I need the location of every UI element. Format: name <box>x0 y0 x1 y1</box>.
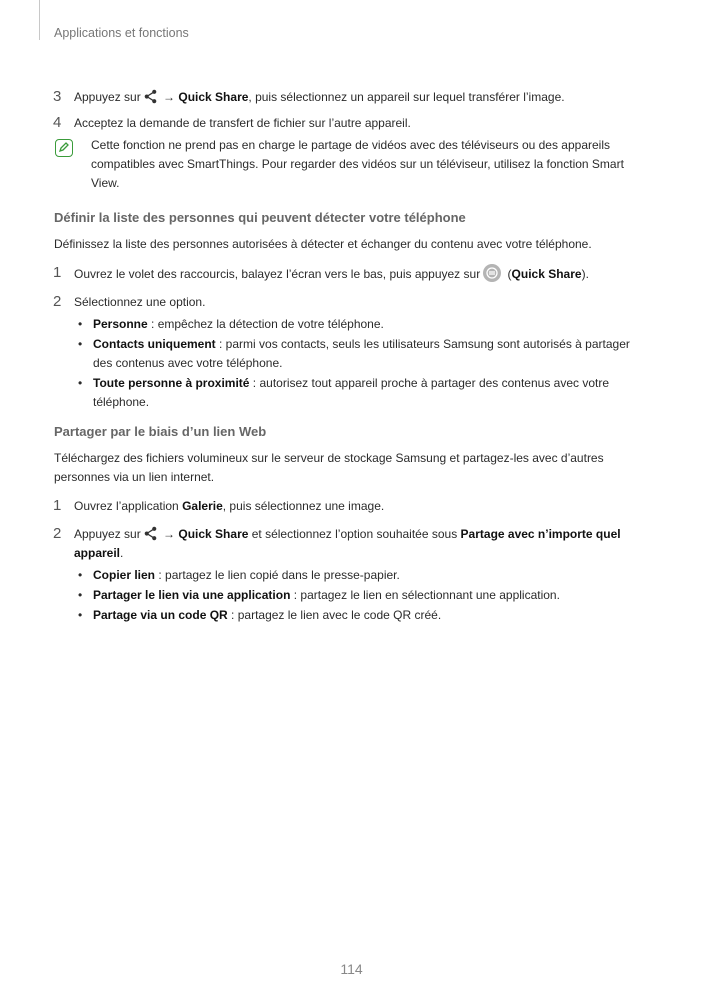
bullet-desc: des contenus avec votre téléphone. <box>93 356 283 370</box>
step-number: 2 <box>53 525 62 542</box>
step-number: 2 <box>53 293 62 310</box>
bullet-desc: : empêchez la détection de votre téléphone. <box>147 317 384 331</box>
step-2-text <box>74 525 654 563</box>
step-3-text <box>74 88 565 107</box>
bullet-item <box>93 374 653 412</box>
bullet-item <box>93 606 653 625</box>
option-label: Partage avec n’importe quel <box>460 527 621 541</box>
bullet-item <box>93 566 653 585</box>
page-number: 114 <box>340 961 363 977</box>
bullet-dot: • <box>78 376 83 390</box>
step-4-text: Acceptez la demande de transfert de fichier sur l’autre appareil. <box>74 116 411 130</box>
bullet-item <box>93 315 653 334</box>
intro-line: personnes via un lien internet. <box>54 470 215 484</box>
bullet-dot: • <box>78 588 83 602</box>
quick-share-label: Quick Share <box>178 527 249 541</box>
gallery-label: Galerie <box>182 499 223 513</box>
bullet-dot: • <box>78 608 83 622</box>
note-line: Cette fonction ne prend pas en charge le partage de vidéos avec des téléviseurs ou des appareils <box>91 138 610 152</box>
step-text: Appuyez sur <box>74 90 141 104</box>
step-text: , puis sélectionnez une image. <box>222 499 385 513</box>
bullet-desc: : partagez le lien copié dans le presse-papier. <box>155 568 400 582</box>
arrow: → <box>159 527 179 541</box>
bullet-dot: • <box>78 317 83 331</box>
step-text: et sélectionnez l’option souhaitée sous <box>248 527 461 541</box>
bullet-term: Contacts uniquement <box>93 337 216 351</box>
note-line: View. <box>91 176 120 190</box>
bullet-desc: : parmi vos contacts, seuls les utilisateurs Samsung sont autorisés à partager <box>215 337 630 351</box>
bullet-desc: : autorisez tout appareil proche à partager des contenus avec votre <box>249 376 610 390</box>
step-1-text <box>74 497 384 516</box>
bullet-item <box>93 586 653 605</box>
bullet-term: Personne <box>93 317 148 331</box>
bullet-term: Copier lien <box>93 568 156 582</box>
note-text <box>91 136 651 193</box>
step-text: ). <box>581 267 589 281</box>
step-1-text <box>74 264 589 284</box>
arrow: → <box>159 90 179 104</box>
step-text: . <box>120 546 124 560</box>
section-heading: Partager par le biais d’un lien Web <box>54 424 267 439</box>
section-intro: Définissez la liste des personnes autorisées à détecter et échanger du contenu avec votre téléphone. <box>54 237 592 251</box>
bullet-desc: : partagez le lien avec le code QR créé. <box>227 608 442 622</box>
step-text: , puis sélectionnez un appareil sur lequel transférer l’image. <box>248 90 565 104</box>
step-number: 1 <box>53 264 62 281</box>
quick-share-label: Quick Share <box>178 90 249 104</box>
section-intro <box>54 449 654 487</box>
intro-line: Téléchargez des fichiers volumineux sur le serveur de stockage Samsung et partagez-les avec d’autres <box>54 451 604 465</box>
option-label: appareil <box>74 546 121 560</box>
note-pencil-icon <box>55 139 73 157</box>
bullet-dot: • <box>78 568 83 582</box>
quick-share-label: Quick Share <box>511 267 582 281</box>
bullet-term: Partager le lien via une application <box>93 588 291 602</box>
bullet-desc: téléphone. <box>93 395 150 409</box>
step-number: 4 <box>53 114 62 131</box>
note-line: compatibles avec SmartThings. Pour regarder des vidéos sur un téléviseur, utilisez la fonction Smart <box>91 157 624 171</box>
quick-share-icon <box>483 264 501 282</box>
section-heading: Définir la liste des personnes qui peuvent détecter votre téléphone <box>54 210 466 225</box>
step-number: 1 <box>53 497 62 514</box>
share-icon <box>143 526 158 541</box>
section-header: Applications et fonctions <box>54 26 189 40</box>
bullet-desc: : partagez le lien en sélectionnant une application. <box>290 588 560 602</box>
bullet-item <box>93 335 653 373</box>
paren: ( <box>504 267 512 281</box>
header-rule <box>39 0 40 40</box>
bullet-term: Partage via un code QR <box>93 608 228 622</box>
bullet-term: Toute personne à proximité <box>93 376 250 390</box>
share-icon <box>143 89 158 104</box>
step-2-text: Sélectionnez une option. <box>74 295 206 309</box>
step-number: 3 <box>53 88 62 105</box>
step-text: Ouvrez le volet des raccourcis, balayez l’écran vers le bas, puis appuyez sur <box>74 267 481 281</box>
step-text: Ouvrez l’application <box>74 499 183 513</box>
bullet-dot: • <box>78 337 83 351</box>
step-text: Appuyez sur <box>74 527 141 541</box>
